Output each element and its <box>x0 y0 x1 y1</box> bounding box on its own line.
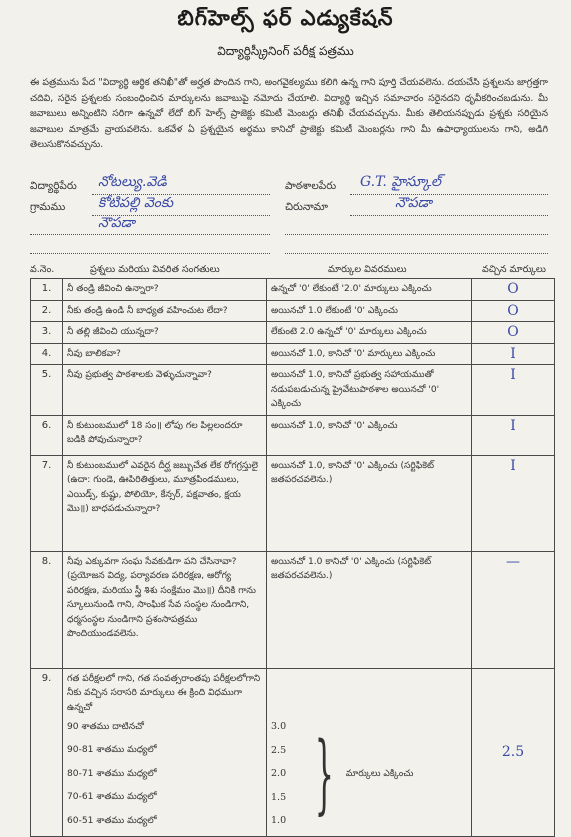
marks-rule: లేకుంటె 2.0 ఉన్నచో '0' మార్కులు ఎక్కించు <box>267 322 472 344</box>
table-row <box>31 415 555 455</box>
row-number: 2. <box>31 300 63 322</box>
table-row <box>31 300 555 322</box>
row-number: 6. <box>31 415 63 455</box>
grade-label-text: 80-71 శాతము మధ్యలో <box>67 768 157 779</box>
table-row <box>31 279 555 301</box>
table-row <box>31 365 555 416</box>
grade-points-group <box>271 715 467 833</box>
score-cell[interactable]: I <box>472 365 555 416</box>
row-number: 8. <box>31 551 63 668</box>
table-row <box>31 668 555 836</box>
extra-value[interactable]: నౌపడా <box>98 215 135 231</box>
village-value[interactable]: కోటిపల్లి వెంకు <box>98 195 174 211</box>
question-text: నీ కుటుంబములో 18 సం॥ లోపు గల పిల్లలందరూ బడికి పోవుచున్నారా? <box>63 415 267 455</box>
grade-label-text: 60-51 శాతము మధ్యలో <box>67 815 157 826</box>
score-cell[interactable]: I <box>472 455 555 551</box>
school-name-line <box>350 194 548 195</box>
grade-note: మార్కులు ఎక్కించు <box>345 768 414 779</box>
marks-rule: అయినచో 1.0 లేకుంటే '0' ఎక్కించు <box>267 300 472 322</box>
question-text: నీ తండ్రి జీవించి ఉన్నారా? <box>63 279 267 301</box>
table-row <box>31 322 555 344</box>
grade-label-text: 90 శాతము దాటినచో <box>67 721 144 732</box>
table-row <box>31 455 555 551</box>
address-value[interactable]: నౌపడా <box>395 195 432 211</box>
score-cell[interactable]: O <box>472 300 555 322</box>
grade-label <box>67 809 262 833</box>
marks-rule <box>267 668 472 836</box>
screening-table <box>30 278 555 837</box>
row-number: 5. <box>31 365 63 416</box>
header-question: ప్రశ్నలు మరియు వివరిత సంగతులు <box>90 264 220 275</box>
page-subtitle: విద్యార్థిస్క్రీనింగ్ పరీక్ష పత్రము <box>217 44 354 58</box>
row-number: 9. <box>31 668 63 836</box>
table-row <box>31 551 555 668</box>
marks-rule: ఉన్నచో '0' లేకుంటే '2.0' మార్కులు ఎక్కించు <box>267 279 472 301</box>
question-text: నీకు తండ్రి ఉండి నీ బాధ్యత వహించుట లేదా? <box>63 300 267 322</box>
extra-line-3 <box>30 253 270 254</box>
grade-points-column <box>271 715 305 833</box>
marks-rule: అయినచో 1.0, కానిచో '0' ఎక్కించు <box>267 415 472 455</box>
table-row <box>31 343 555 365</box>
grade-points: 2.0 <box>271 768 287 779</box>
grade-label-text: 70-61 శాతము మధ్యలో <box>67 792 157 802</box>
score-cell[interactable]: — <box>472 551 555 668</box>
header-marks: మార్కుల వివరములు <box>328 264 407 275</box>
row-number: 7. <box>31 455 63 551</box>
question-text: నీవు ప్రభుత్వ పాఠశాలకు వెళ్ళుచున్నావా? <box>63 365 267 416</box>
grade-label <box>67 762 262 786</box>
marks-rule: అయినచో 1.0 కానిచో '0' ఎక్కించు (సర్టిఫికెట్ జతపరచవలెను.) <box>267 551 472 668</box>
row-number: 3. <box>31 322 63 344</box>
address-line <box>350 215 548 216</box>
extra-line-1 <box>30 234 270 235</box>
address-label: చిరునామా <box>285 201 328 213</box>
question-text: నీవు ఎక్కువగా సంఘ సేవకుడిగా పని చేసినావా? (ప్రయోజన విద్య, పర్యావరణ పరిరక్షణ, ఆరోగ్య పరిరక్షణ, మరియు స్త్రీ శిశు సంక్షేమం మొ॥) దీనికి గాను స్కూలునుండి గాని, సాంఘిక సేవ సంస్థల నుండిగాని, ధర్మసంస్థల నుండిగాని ప్రశంసాపత్రము పొందియుండవలెను. <box>63 551 267 668</box>
extra-line-2 <box>285 234 548 235</box>
marks-rule: అయినచో 1.0, కానిచో '0' ఎక్కించు (సర్టిఫికెట్ జతపరచవలెను.) <box>267 455 472 551</box>
student-name-label: విద్యార్థిపేరు <box>30 180 77 192</box>
marks-rule: అయినచో 1.0, కానిచో ప్రభుత్వ సహాయముతో నడుపబడుచున్న ప్రైవేటుపాఠశాల అయినచో '0' ఎక్కించు <box>267 365 472 416</box>
grade-points: 1.5 <box>271 791 287 803</box>
score-cell[interactable]: I <box>472 415 555 455</box>
grade-points: 3.0 <box>271 721 287 732</box>
question-text: నీ తల్లి జీవించి యున్నదా? <box>63 322 267 344</box>
grade-label <box>67 739 262 763</box>
grade-points: 1.0 <box>271 815 287 826</box>
marks-rule: అయినచో 1.0, కానిచో '0' మార్కులు ఎక్కించు <box>267 343 472 365</box>
row-number: 1. <box>31 279 63 301</box>
grade-label-text: 90-81 శాతము మధ్యలో <box>67 745 157 755</box>
curly-brace-icon: } <box>314 723 334 824</box>
header-sno: వ.నెం. <box>30 264 55 275</box>
village-label: గ్రామము <box>30 201 66 213</box>
table-header <box>30 262 555 278</box>
question-text: నీ కుటుంబములో ఎవరైన దీర్ఘ జబ్బుచేత లేక రోగగ్రస్తులై (ఉదా: గుండె, ఊపిరితిత్తులు, మూత్రపిండములు, ఎయిడ్స్, కుష్టు, పోలియో, కేన్సర్, పక్షవాతం, క్షయ మొ॥) బాధపడుచున్నారా? <box>63 455 267 551</box>
score-cell[interactable]: O <box>472 279 555 301</box>
grade-label <box>67 786 262 810</box>
score-cell[interactable]: 2.5 <box>472 668 555 836</box>
student-name-value[interactable]: నోటల్యు.వెడి <box>98 174 167 190</box>
row-number: 4. <box>31 343 63 365</box>
extra-line-4 <box>285 253 548 254</box>
grade-label <box>67 715 262 739</box>
score-cell[interactable]: O <box>472 322 555 344</box>
header-score: వచ్చిన మార్కులు <box>482 264 546 275</box>
school-name-label: పాఠశాలపేరు <box>285 180 337 192</box>
school-name-value[interactable]: G.T. హైస్కూల్ <box>360 174 441 190</box>
page-title: బిగ్‌హెల్స్ ఫర్ ఎడ్యుకేషన్ <box>177 6 394 30</box>
score-cell[interactable]: I <box>472 343 555 365</box>
question-text: నీవు బాలికవా? <box>63 343 267 365</box>
grade-points: 2.5 <box>271 744 287 756</box>
intro-paragraph: ఈ పత్రమును పేద "విద్యార్థి ఆర్థిక తనిఖీ"తో అర్హత పొందిన గాని, అంగవైకల్యము కలిగి ఉన్న గాని పూర్తి చేయవలెను. దయచేసి ప్రశ్నలను జాగ్రత్తగా చదివి, సరైన ప్రశ్నలకు సంబంధించిన మార్కులను జవాబుపై నమోదు చేయాలి. విద్యార్థి ఇచ్చిన సమాచారం సరైనదని ధృవీకరించబడును. మీ జవాబులు అన్నింటిని సరిగా ఉన్నవో లేదో బిగ్ హెల్స్ ప్రాజెక్టు కమిటీ మెంబర్లు తనిఖీ చేయవచ్చును. మీకు తెలియనప్పుడు ప్రశ్నకు సరియైన జవాబుల మాత్రమే వ్రాయవలెను. ఒకవేళ ఏ ప్రశ్నయైన అర్థము కానిచో ప్రాజెక్టు కమిటీ మెంబర్లను గాని మీ ఉపాధ్యాయులను గాని, అడిగి తెలుసుకొనవచ్చును. <box>30 77 548 151</box>
question-text-main: గత పరీక్షలలో గాని, గత సంవత్సరాంతపు పరీక్షలలోగాని నీకు వచ్చిన సరాసరి మార్కులు ఈ క్రింది విధముగా ఉన్నచో <box>67 673 261 713</box>
question-text <box>63 668 267 836</box>
